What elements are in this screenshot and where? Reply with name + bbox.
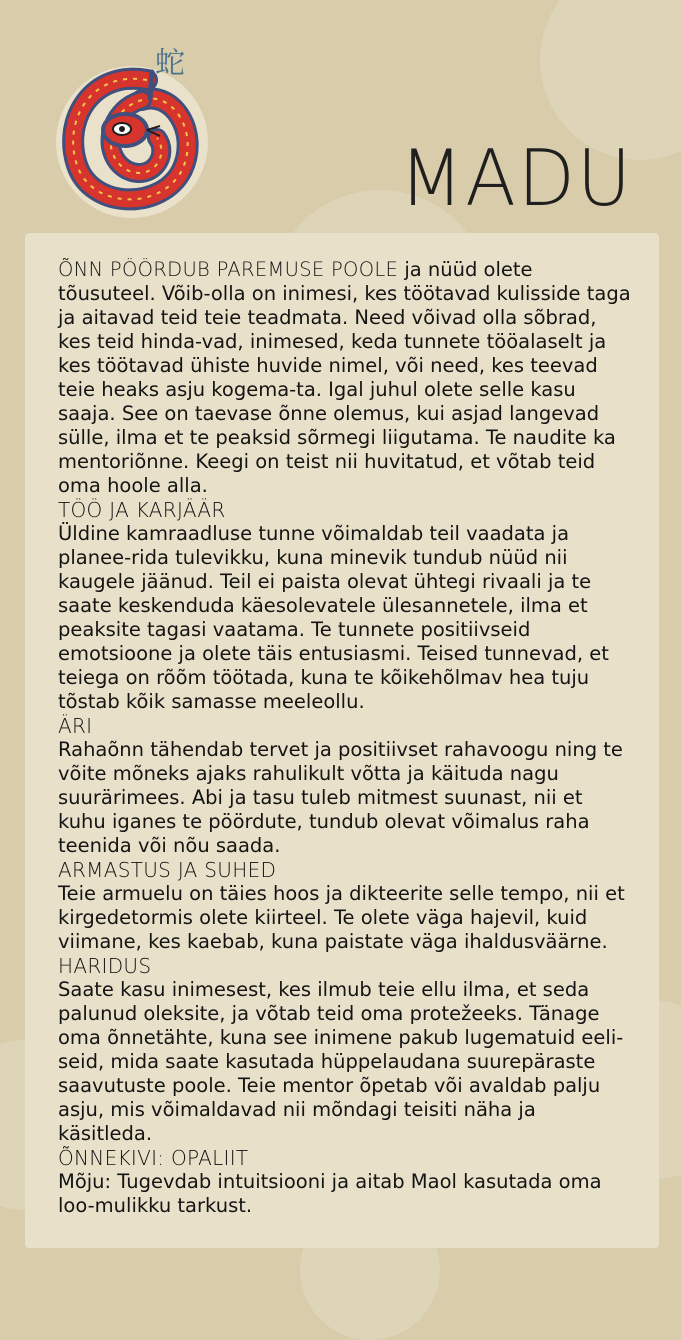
- page-title: MADU: [399, 133, 633, 225]
- section-heading-stone: ÕNNEKIVI: OPALIIT: [58, 1146, 249, 1170]
- intro-lead: ÕNN PÖÖRDUB PAREMUSE POOLE: [58, 258, 399, 281]
- snake-emblem: [52, 46, 212, 220]
- section-heading-work: TÖÖ JA KARJÄÄR: [58, 498, 226, 522]
- section-text-work: Üldine kamraadluse tunne võimaldab teil vaadata ja planee-rida tulevikku, kuna minevik tundub nüüd nii kaugele jäänud. Teil ei paista olevat ühtegi rivaali ja te saate keskenduda käesolevatele ülesannetele, ilma et peaksite tagasi vaatama. Te tunnete positiivseid emotsioone ja olete täis entusiasmi. Teised tunnevad, et teiega on rõõm töötada, kuna te kõikehõlmav hea tuju tõstab kõik samasse meeleollu.: [58, 522, 609, 713]
- section-heading-business: ÄRI: [58, 714, 93, 738]
- intro-text: ja nüüd olete tõusuteel. Võib-olla on inimesi, kes töötavad kulisside taga ja aitavad teid teie teadmata. Need võivad olla sõbrad, kes teid hinda-vad, inimesed, keda tunnete tööalaselt ja kes töötavad ühiste huvide nimel, või need, kes teevad teie heaks asju kogema-ta. Igal juhul olete selle kasu saaja. See on taevase õnne olemus, kui asjad langevad sülle, ilma et te peaksid sõrmegi liigutama. Te naudite ka mentoriõnne. Keegi on teist nii huvitatud, et võtab teid oma hoole alla.: [58, 258, 631, 497]
- section-heading-love: ARMASTUS JA SUHED: [58, 858, 277, 882]
- sign-glyph: 蛇: [155, 46, 185, 81]
- section-text-education: Saate kasu inimesest, kes ilmub teie ellu ilma, et seda palunud oleksite, ja võtab teid oma protežeeks. Tänage oma õnnetähte, kuna see inimene pakub lugematuid eeli-seid, mida saate kasutada hüppelaudana suurepäraste saavutuste poole. Teie mentor õpetab või avaldab palju asju, mis võimaldavad nii mõndagi teisiti näha ja käsitleda.: [58, 978, 624, 1145]
- section-heading-education: HARIDUS: [58, 954, 152, 978]
- section-text-love: Teie armuelu on täies hoos ja dikteerite selle tempo, nii et kirgedetormis olete kiirteel. Te olete väga hajevil, kuid viimane, kes kaebab, kuna paistate väga ihaldusväärne.: [58, 882, 625, 953]
- horoscope-text: [58, 258, 633, 1218]
- intro-paragraph: [58, 258, 633, 498]
- snake-icon: [52, 60, 212, 220]
- section-text-stone: Mõju: Tugevdab intuitsiooni ja aitab Maol kasutada oma loo-mulikku tarkust.: [58, 1170, 602, 1217]
- section-text-business: Rahaõnn tähendab tervet ja positiivset rahavoogu ning te võite mõneks ajaks rahulikult võtta ja käituda nagu suurärimees. Abi ja tasu tuleb mitmest suunast, nii et kuhu iganes te pöördute, tundub olevat võimalus raha teenida või nõu saada.: [58, 738, 623, 857]
